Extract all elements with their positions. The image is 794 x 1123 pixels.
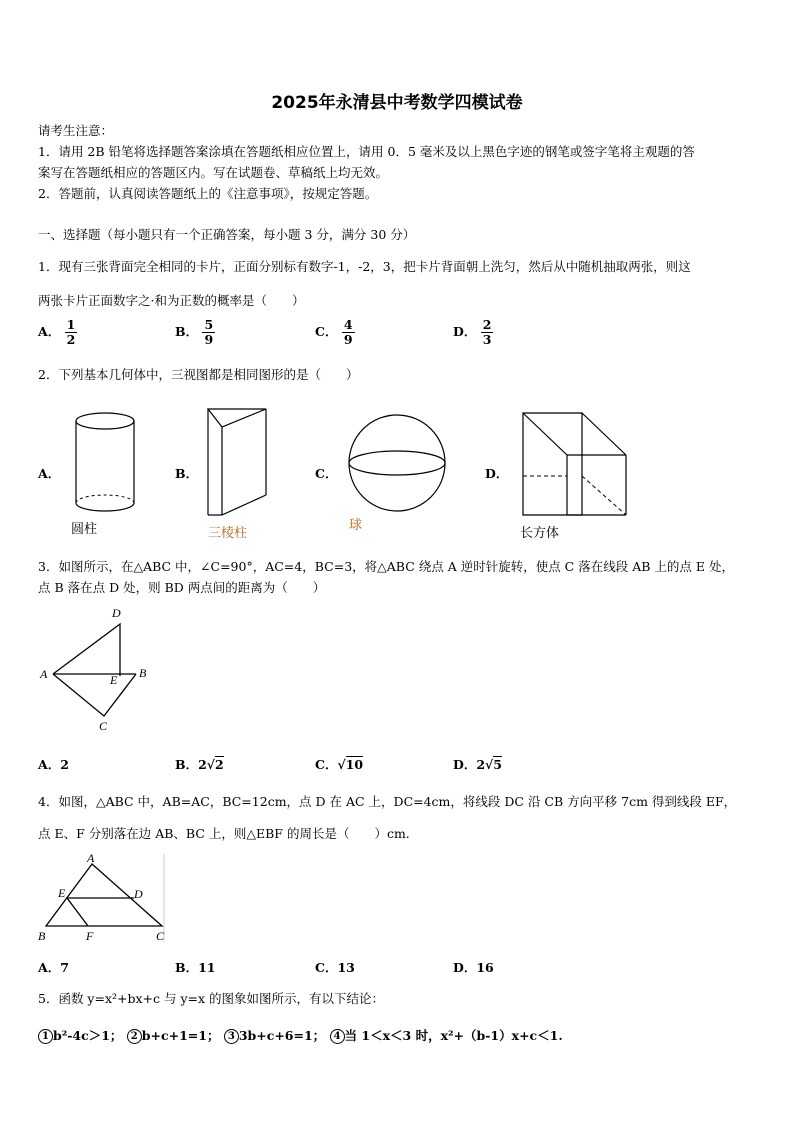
q4-option-b: B．11 [175,960,216,975]
circled-number: 3 [224,1029,239,1044]
prism-caption: 三棱柱 [208,526,248,541]
sqrt-icon: √ [337,757,346,772]
circled-number: 1 [38,1029,53,1044]
circled-number: 4 [330,1029,345,1044]
q4-option-a: A．7 [38,960,69,975]
label-d: D [112,606,121,620]
sqrt-icon: √ [485,757,494,772]
q3-option-c: C．√10 [315,757,364,772]
label-f: F [86,929,94,943]
q1-option-d: D． $\frac{2}{3}$ [453,317,492,347]
q2-option-c-label: C． [315,466,338,481]
q3-option-b: B．2√2 [175,757,224,772]
sphere-caption: 球 [349,518,363,533]
q4-line-1: 4．如图，△ABC 中，AB=AC，BC=12cm，点 D 在 AC 上，DC=4cm，将线段 DC 沿 CB 方向平移 7cm 得到线段 EF， [38,794,737,809]
label-c: C [156,929,165,943]
cuboid-caption: 长方体 [520,526,560,541]
fraction: $\frac{1}{2}$ [66,317,76,347]
label-b: B [139,666,147,680]
label-d: D [134,887,143,901]
q5-conclusions: 1 b²-4c＞1； 2 b+c+1=1； 3 3b+c+6=1； 4 当 1＜x＜3 时，x²+（b-1）x+c＜1. [38,1026,563,1044]
q2-option-b-label: B． [175,466,199,481]
section-heading: 一、选择题（每小题只有一个正确答案，每小题 3 分，满分 30 分） [38,227,416,242]
cylinder-figure [70,410,140,515]
circled-number: 2 [127,1029,142,1044]
q3-line-1: 3．如图所示，在△ABC 中，∠C=90°，AC=4，BC=3，将△ABC 绕点 A 逆时针旋转，使点 C 落在线段 AB 上的点 E 处， [38,559,734,574]
triangular-prism-figure [205,407,271,519]
fraction: $\frac{2}{3}$ [482,317,492,347]
q2-option-d-label: D． [485,466,509,481]
q4-line-2: 点 E、F 分别落在边 AB、BC 上，则△EBF 的周长是（ ）cm. [38,826,410,841]
label-b: B [38,929,46,943]
label-a: A [87,851,95,865]
q4-option-d: D．16 [453,960,494,975]
q3-option-d: D．2√5 [453,757,502,772]
label-a: A [40,667,48,681]
fraction: $\frac{4}{9}$ [343,317,353,347]
fraction: $\frac{5}{9}$ [204,317,214,347]
q1-option-a: A． $\frac{1}{2}$ [38,317,76,347]
q3-line-2: 点 B 落在点 D 处，则 BD 两点间的距离为（ ） [38,580,326,595]
cuboid-figure [520,410,630,520]
notice-heading: 请考生注意： [38,123,114,138]
q2-text: 2．下列基本几何体中，三视图都是相同图形的是（ ） [38,367,359,382]
notice-line-2: 案写在答题纸相应的答题区内。写在试题卷、草稿纸上均无效。 [38,165,389,180]
label-e: E [58,886,66,900]
q1-option-c: C． $\frac{4}{9}$ [315,317,353,347]
page-title: 2025年永清县中考数学四模试卷 [271,93,523,113]
q3-rotation-figure [36,604,166,736]
q5-text: 5．函数 y=x²+bx+c 与 y=x 的图象如图所示，有以下结论： [38,991,385,1006]
cylinder-caption: 圆柱 [71,522,98,537]
sphere-figure [343,412,455,514]
q1-line-2: 两张卡片正面数字之·和为正数的概率是（ ） [38,293,305,308]
label-c: C [99,719,108,733]
q4-option-c: C．13 [315,960,355,975]
q3-option-a: A．2 [38,757,69,772]
sqrt-icon: √ [206,757,215,772]
label-e: E [110,673,118,687]
notice-line-3: 2．答题前，认真阅读答题纸上的《注意事项》，按规定答题。 [38,186,378,201]
notice-line-1: 1．请用 2B 铅笔将选择题答案涂填在答题纸相应位置上，请用 0．5 毫米及以上黑色字迹的钢笔或签字笔将主观题的答 [38,144,695,159]
q2-option-a-label: A． [38,466,61,481]
q1-line-1: 1．现有三张背面完全相同的卡片，正面分别标有数字-1，-2，3，把卡片背面朝上洗匀，然后从中随机抽取两张，则这 [38,259,691,274]
q1-option-b: B． $\frac{5}{9}$ [175,317,214,347]
q4-translation-figure [36,852,171,944]
